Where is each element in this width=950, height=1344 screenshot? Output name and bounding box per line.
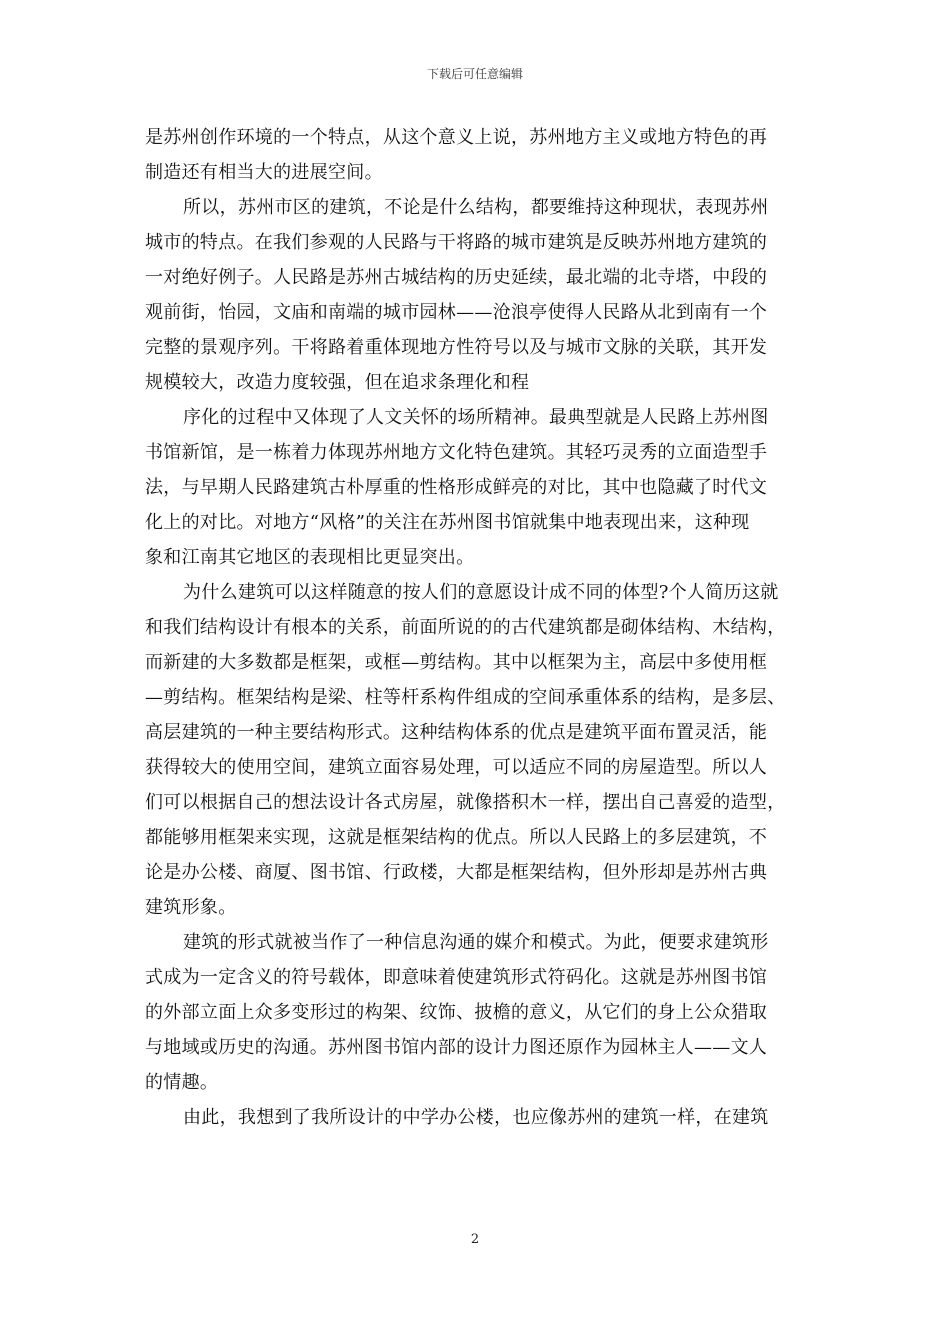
paragraph-line: —剪结构。框架结构是梁、柱等杆系构件组成的空间承重体系的结构，是多层、 <box>145 687 786 708</box>
paragraph <box>145 925 805 1100</box>
paragraph-line: 由此，我想到了我所设计的中学办公楼，也应像苏州的建筑一样，在建筑 <box>183 1107 769 1128</box>
document-body <box>145 120 805 1135</box>
paragraph-line: 制造还有相当大的进展空间。 <box>145 162 383 183</box>
paragraph-line: 与地域或历史的沟通。苏州图书馆内部的设计力图还原作为园林主人——文人 <box>145 1037 768 1058</box>
paragraph-line: 都能够用框架来实现，这就是框架结构的优点。所以人民路上的多层建筑，不 <box>145 827 768 848</box>
paragraph-line: 象和江南其它地区的表现相比更显突出。 <box>145 547 475 568</box>
paragraph-line: 的外部立面上众多变形过的构架、纹饰、披檐的意义，从它们的身上公众猎取 <box>145 1002 768 1023</box>
page-header <box>0 66 950 82</box>
page-number: 2 <box>470 1232 480 1247</box>
paragraph <box>145 190 805 400</box>
paragraph-line: 法，与早期人民路建筑古朴厚重的性格形成鲜亮的对比，其中也隐藏了时代文 <box>145 477 768 498</box>
paragraph-line: 论是办公楼、商厦、图书馆、行政楼，大都是框架结构，但外形却是苏州古典 <box>145 862 768 883</box>
header-text: 下载后可任意编辑 <box>426 67 523 81</box>
paragraph-line: 建筑的形式就被当作了一种信息沟通的媒介和模式。为此，便要求建筑形 <box>183 932 769 953</box>
paragraph-line: 和我们结构设计有根本的关系，前面所说的的古代建筑都是砌体结构、木结构， <box>145 617 786 638</box>
paragraph <box>145 1100 805 1135</box>
paragraph-line: 一对绝好例子。人民路是苏州古城结构的历史延续，最北端的北寺塔，中段的 <box>145 267 768 288</box>
paragraph-line: 是苏州创作环境的一个特点，从这个意义上说，苏州地方主义或地方特色的再 <box>145 127 768 148</box>
paragraph <box>145 575 805 925</box>
page-footer <box>0 1232 950 1248</box>
paragraph-line: 所以，苏州市区的建筑，不论是什么结构，都要维持这种现状，表现苏州 <box>183 197 769 218</box>
paragraph-line: 们可以根据自己的想法设计各式房屋，就像搭积木一样，摆出自己喜爱的造型， <box>145 792 786 813</box>
paragraph-line: 观前街，怡园，文庙和南端的城市园林——沧浪亭使得人民路从北到南有一个 <box>145 302 768 323</box>
paragraph-line: 建筑形象。 <box>145 897 237 918</box>
paragraph-line: 书馆新馆，是一栋着力体现苏州地方文化特色建筑。其轻巧灵秀的立面造型手 <box>145 442 768 463</box>
paragraph-line: 为什么建筑可以这样随意的按人们的意愿设计成不同的体型?个人简历这就 <box>183 582 779 603</box>
paragraph-line: 获得较大的使用空间，建筑立面容易处理，可以适应不同的房屋造型。所以人 <box>145 757 768 778</box>
paragraph-line: 的情趣。 <box>145 1072 219 1093</box>
paragraph-line: 规模较大，改造力度较强，但在追求条理化和程 <box>145 372 530 393</box>
paragraph-line: 完整的景观序列。干将路着重体现地方性符号以及与城市文脉的关联，其开发 <box>145 337 768 358</box>
paragraph-line: 而新建的大多数都是框架，或框—剪结构。其中以框架为主，高层中多使用框 <box>145 652 768 673</box>
paragraph-line: 序化的过程中又体现了人文关怀的场所精神。最典型就是人民路上苏州图 <box>183 407 769 428</box>
paragraph <box>145 400 805 575</box>
paragraph-line: 城市的特点。在我们参观的人民路与干将路的城市建筑是反映苏州地方建筑的 <box>145 232 768 253</box>
paragraph-line: 式成为一定含义的符号载体，即意味着使建筑形式符码化。这就是苏州图书馆 <box>145 967 768 988</box>
paragraph-line: 化上的对比。对地方“风格”的关注在苏州图书馆就集中地表现出来，这种现 <box>145 512 750 533</box>
paragraph-line: 高层建筑的一种主要结构形式。这种结构体系的优点是建筑平面布置灵活，能 <box>145 722 768 743</box>
paragraph <box>145 120 805 190</box>
